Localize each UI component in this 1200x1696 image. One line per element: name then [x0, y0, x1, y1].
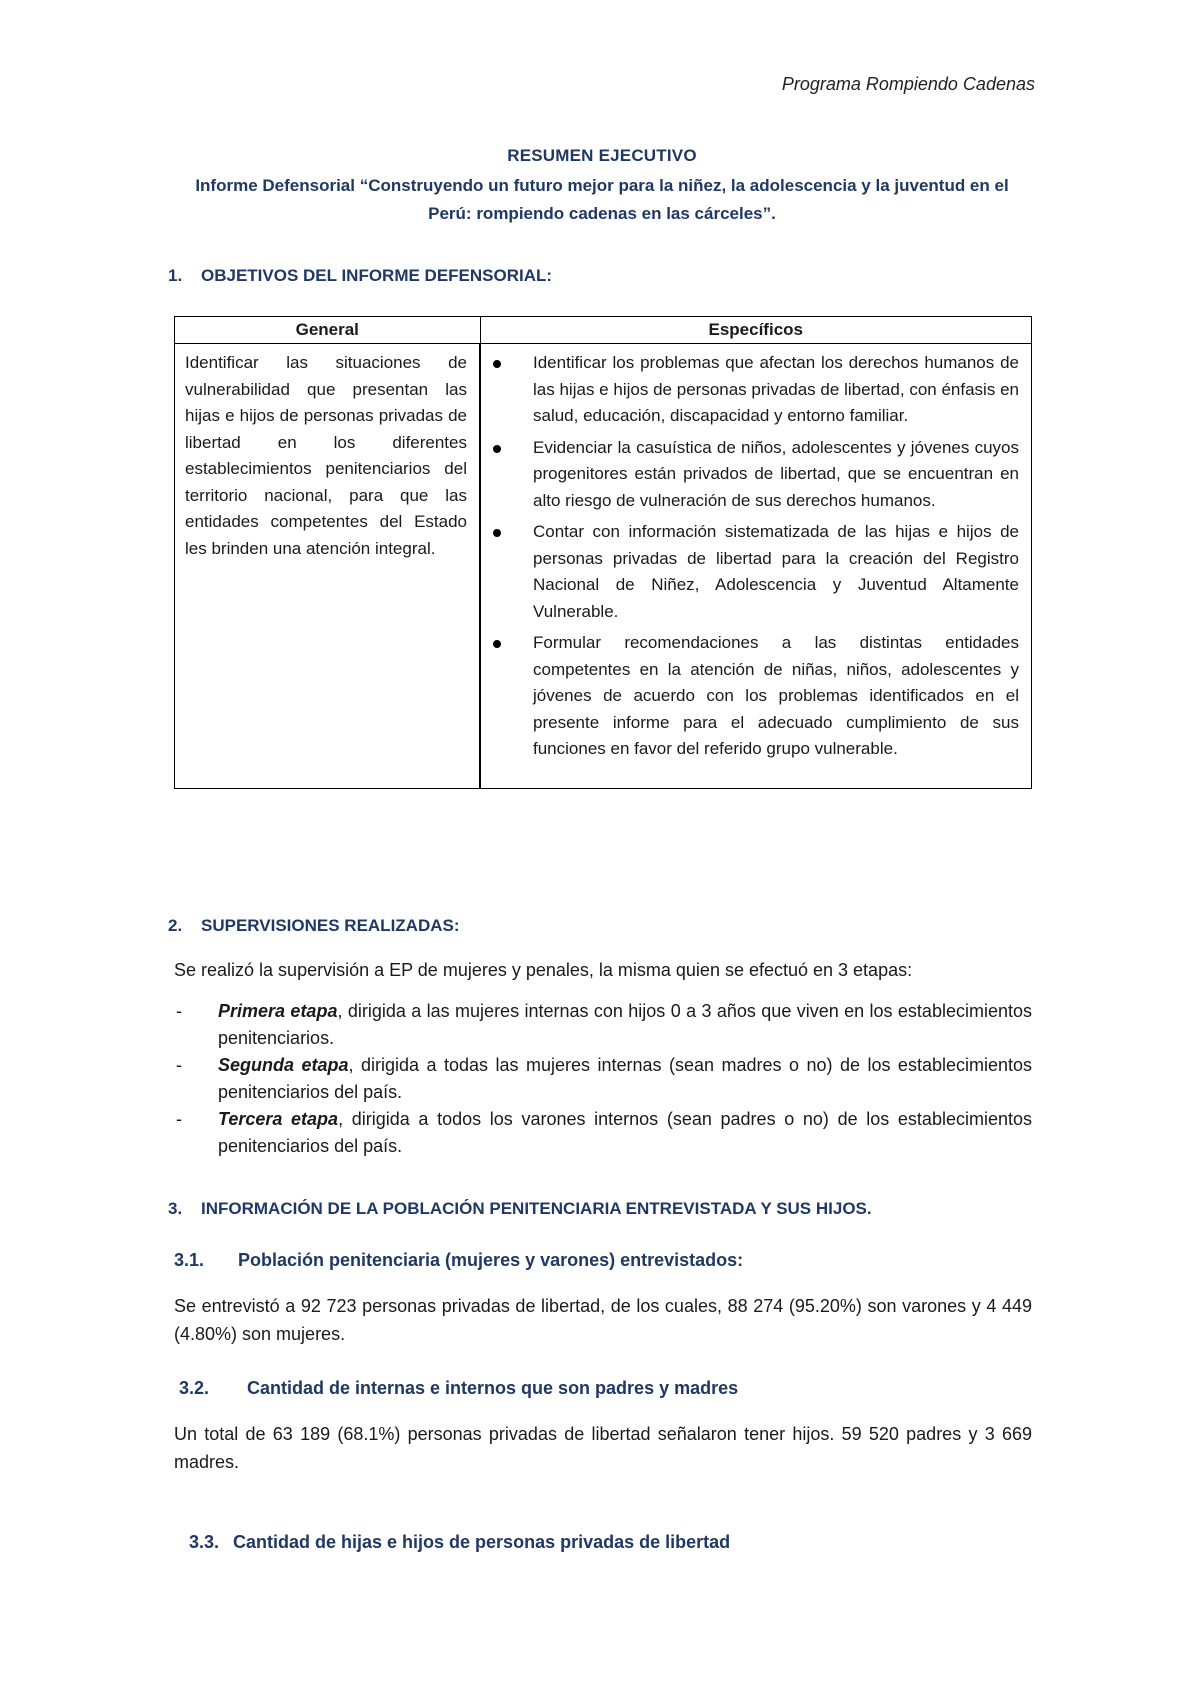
stage-text: , dirigida a todas las mujeres internas (sean madres o no) de los establecimientos penitenciarios del país. — [218, 1055, 1032, 1102]
dash-bullet: - — [176, 1001, 182, 1021]
section-title: OBJETIVOS DEL INFORME DEFENSORIAL: — [201, 266, 553, 285]
section-number: 2. — [168, 916, 183, 935]
list-item — [489, 435, 1019, 515]
list-item — [174, 998, 1032, 1052]
subsection-title: Cantidad de hijas e hijos de personas privadas de libertad — [233, 1532, 731, 1552]
stage-name: Tercera etapa — [218, 1109, 339, 1129]
stage-text: , dirigida a todos los varones internos (sean padres o no) de los establecimientos penitenciarios del país. — [218, 1109, 1032, 1156]
subsection-3-2-text: Un total de 63 189 (68.1%) personas privadas de libertad señalaron tener hijos. 59 520 padres y 3 669 madres. — [174, 1424, 1032, 1472]
subsection-number: 3.1. — [174, 1250, 205, 1270]
title-block — [174, 146, 1030, 228]
bullet-icon — [493, 640, 501, 648]
subsection-3-1-text: Se entrevistó a 92 723 personas privadas de libertad, de los cuales, 88 274 (95.20%) son varones y 4 449 (4.80%) son mujeres. — [174, 1296, 1032, 1344]
section-number: 1. — [168, 266, 183, 285]
section-3-heading — [168, 1199, 872, 1219]
subsection-title: Cantidad de internas e internos que son padres y madres — [247, 1378, 739, 1398]
section-number: 3. — [168, 1199, 183, 1218]
column-header-general: General — [175, 317, 481, 344]
dash-bullet: - — [176, 1109, 182, 1129]
objectives-table — [174, 316, 1032, 789]
dash-bullet: - — [176, 1055, 182, 1075]
subsection-number: 3.3. — [189, 1532, 220, 1552]
subsection-number: 3.2. — [179, 1378, 210, 1398]
section-2-heading — [168, 916, 460, 936]
list-item-text: Formular recomendaciones a las distintas entidades competentes en la atención de niñas, niños, adolescentes y jóvenes de acuerdo con los problemas identificados en el presente informe para el adecuado cumplimiento de sus funciones en favor del referido grupo vulnerable. — [533, 633, 1019, 758]
list-item — [489, 519, 1019, 625]
section-title: SUPERVISIONES REALIZADAS: — [201, 916, 460, 935]
list-item-text: Contar con información sistematizada de las hijas e hijos de personas privadas de libertad para la creación del Registro Nacional de Niñez, Adolescencia y Juventud Altamente Vulnerable. — [533, 522, 1019, 621]
subsection-3-2-heading — [179, 1378, 738, 1399]
section-1-heading — [168, 266, 552, 286]
subsection-title: Población penitenciaria (mujeres y varones) entrevistados: — [238, 1250, 744, 1270]
list-item — [174, 1052, 1032, 1106]
running-header: Programa Rompiendo Cadenas — [781, 74, 1035, 94]
subsection-3-3-heading — [189, 1532, 730, 1553]
subsection-3-1-heading — [174, 1250, 743, 1271]
bullet-icon — [493, 529, 501, 537]
list-item — [489, 630, 1019, 763]
column-header-especificos: Específicos — [480, 317, 1032, 344]
specific-objectives-list — [489, 350, 1019, 763]
general-objective-cell: Identificar las situaciones de vulnerabilidad que presentan las hijas e hijos de personas privadas de libertad en los diferentes establecimientos penitenciarios del territorio nacional, para que las entidades competentes del Estado les brinden una atención integral. — [175, 344, 481, 789]
list-item-text: Evidenciar la casuística de niños, adolescentes y jóvenes cuyos progenitores están privados de libertad, que se encuentran en alto riesgo de vulneración de sus derechos humanos. — [533, 437, 1019, 510]
document-subtitle: Informe Defensorial “Construyendo un futuro mejor para la niñez, la adolescencia y la juventud en el Perú: rompiendo cadenas en las cárceles”. — [195, 176, 1009, 223]
stage-name: Segunda etapa — [218, 1055, 349, 1075]
supervision-intro: Se realizó la supervisión a EP de mujeres y penales, la misma quien se efectuó en 3 etapas: — [174, 960, 913, 980]
list-item — [489, 350, 1019, 430]
stage-name: Primera etapa — [218, 1001, 338, 1021]
stage-text: , dirigida a las mujeres internas con hijos 0 a 3 años que viven en los establecimientos penitenciarios. — [218, 1001, 1032, 1048]
stages-list — [174, 998, 1032, 1160]
section-title: INFORMACIÓN DE LA POBLACIÓN PENITENCIARIA ENTREVISTADA Y SUS HIJOS. — [201, 1199, 872, 1218]
bullet-icon — [493, 360, 501, 368]
bullet-icon — [493, 445, 501, 453]
list-item — [174, 1106, 1032, 1160]
specific-objectives-cell — [480, 344, 1032, 789]
list-item-text: Identificar los problemas que afectan los derechos humanos de las hijas e hijos de personas privadas de libertad, con énfasis en salud, educación, discapacidad y entorno familiar. — [533, 353, 1019, 425]
document-title: RESUMEN EJECUTIVO — [507, 146, 697, 165]
